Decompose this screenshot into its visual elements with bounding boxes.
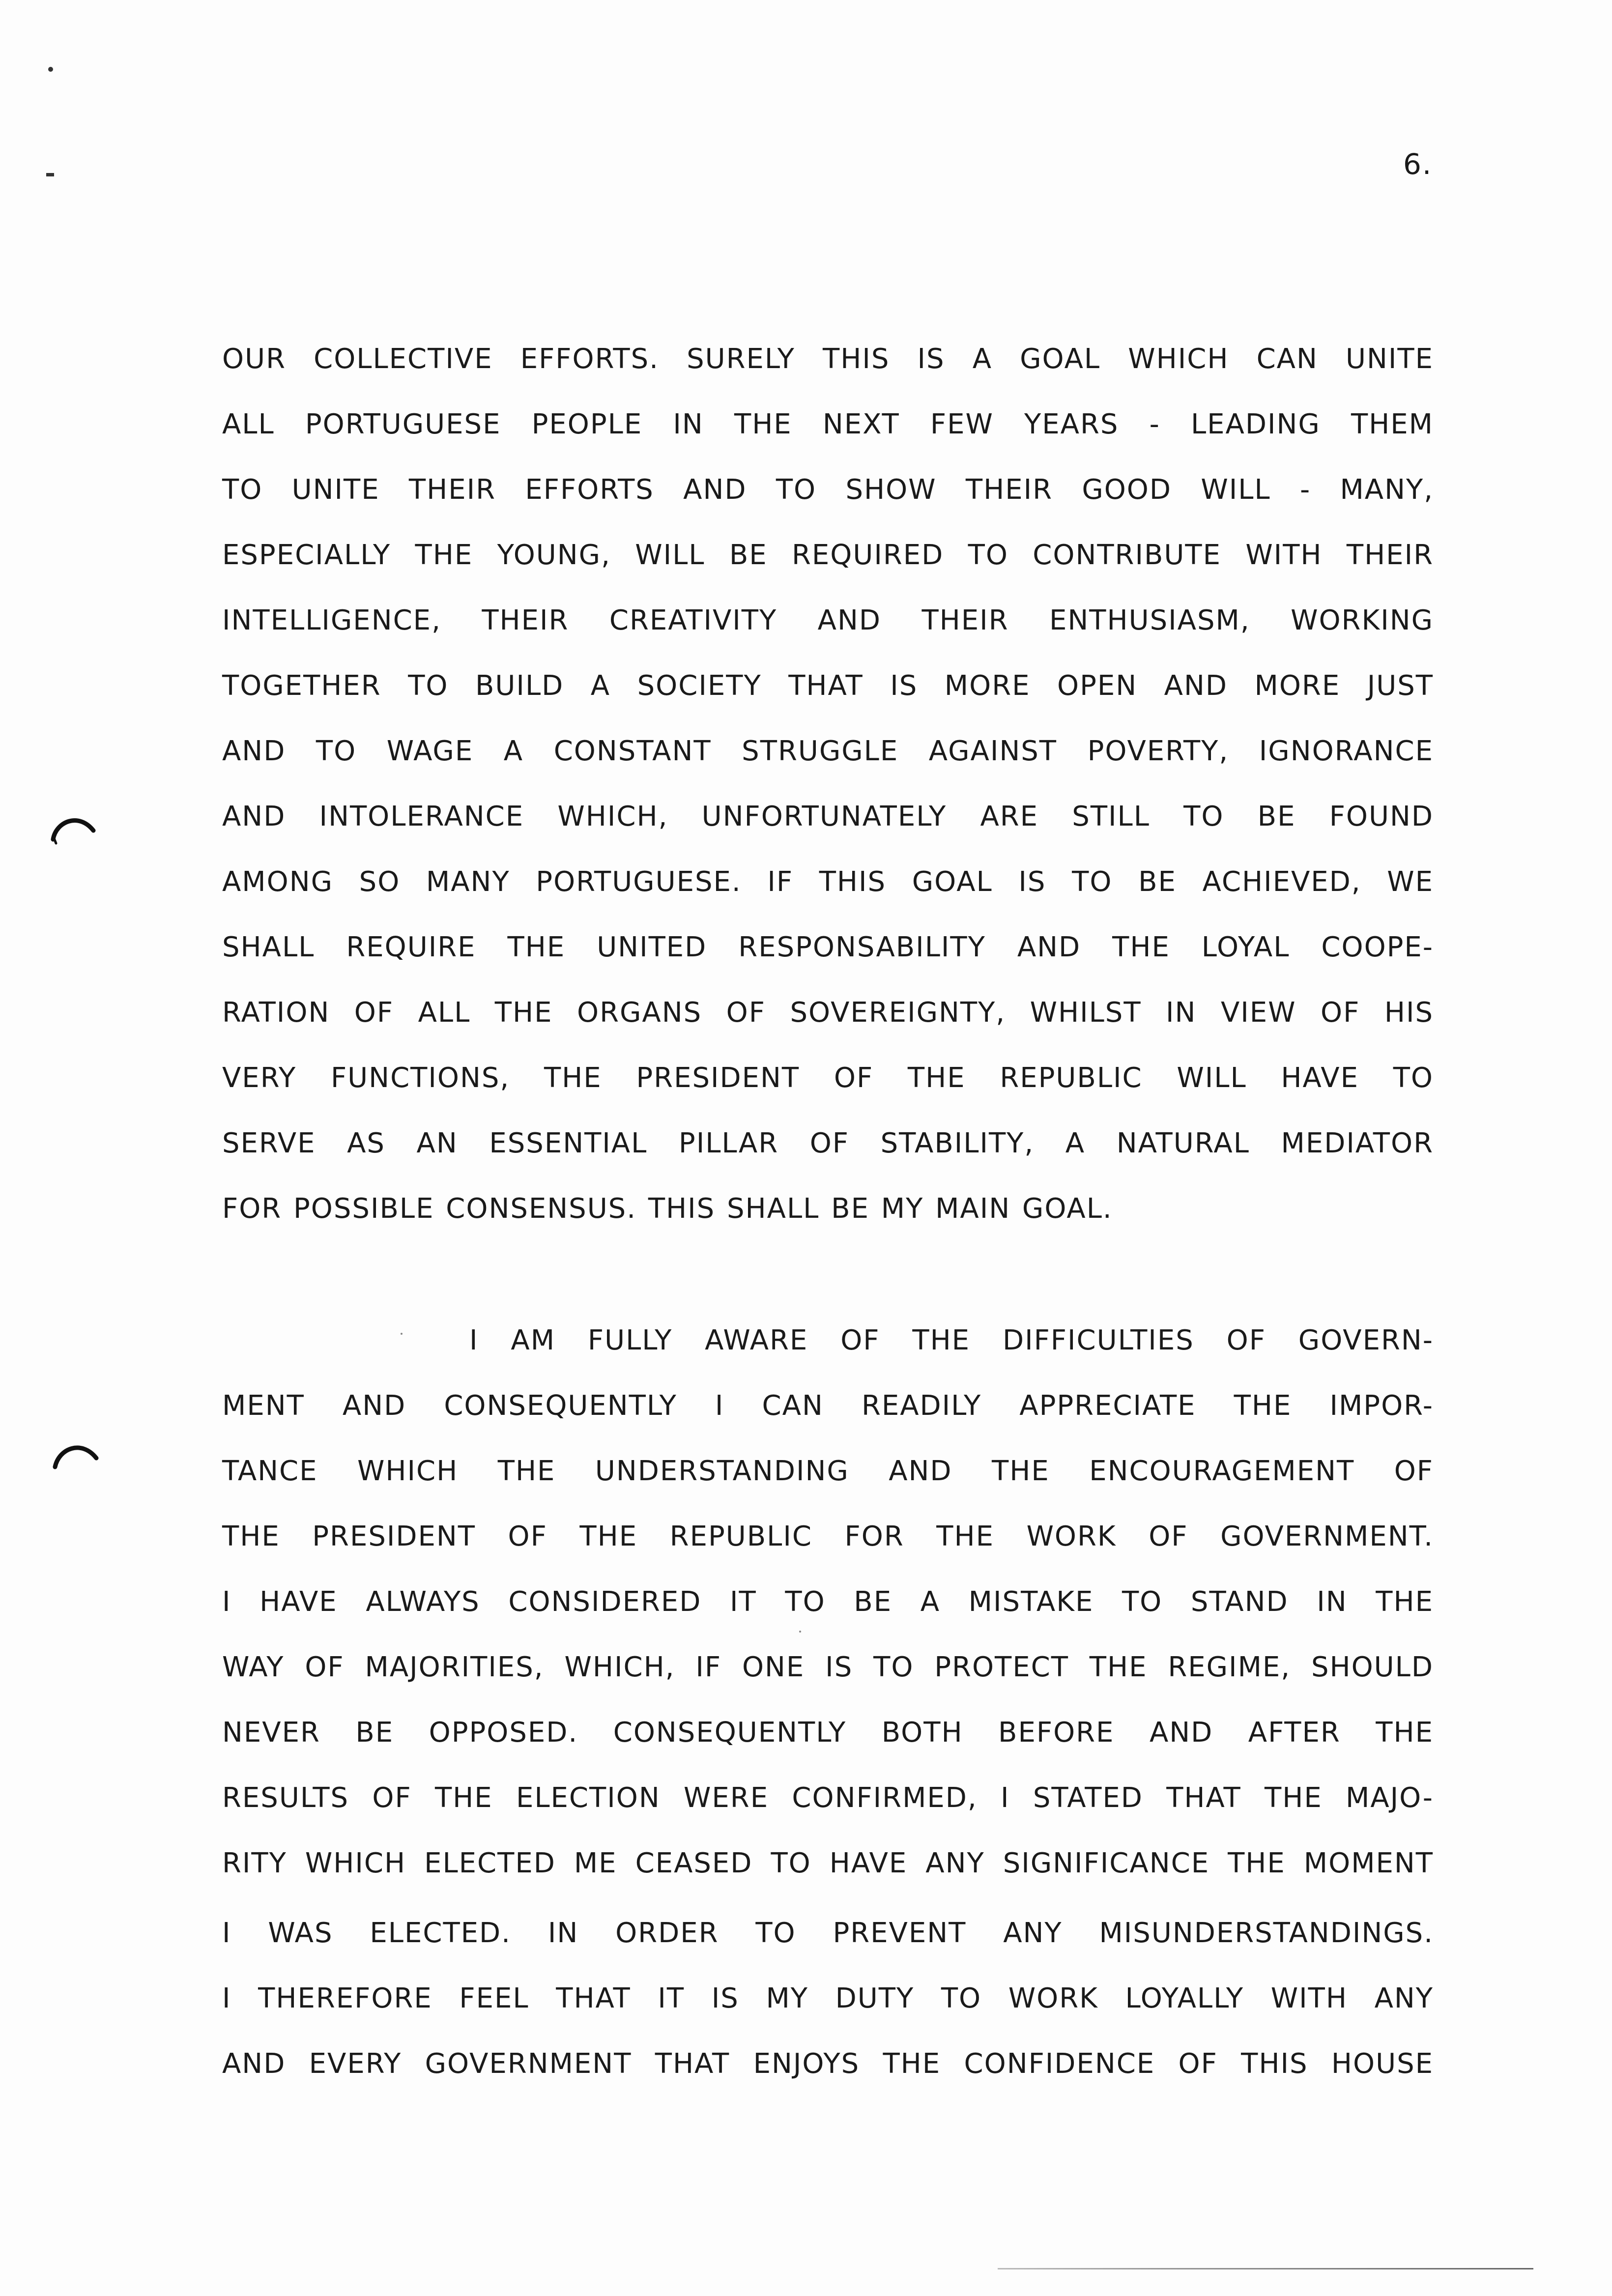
page-number: 6.: [1403, 147, 1433, 181]
text-line: TOGETHER TO BUILD A SOCIETY THAT IS MORE OPEN AND MORE JUST: [222, 670, 1434, 702]
text-line: MENT AND CONSEQUENTLY I CAN READILY APPRECIATE THE IMPOR-: [222, 1390, 1434, 1422]
text-line: RESULTS OF THE ELECTION WERE CONFIRMED, I STATED THAT THE MAJO-: [222, 1782, 1434, 1814]
text-line: THE PRESIDENT OF THE REPUBLIC FOR THE WORK OF GOVERNMENT.: [222, 1521, 1434, 1552]
text-line: TO UNITE THEIR EFFORTS AND TO SHOW THEIR GOOD WILL - MANY,: [222, 474, 1434, 506]
text-line: RITY WHICH ELECTED ME CEASED TO HAVE ANY SIGNIFICANCE THE MOMENT: [222, 1847, 1434, 1879]
margin-dash-mark: [46, 173, 54, 176]
text-line: TANCE WHICH THE UNDERSTANDING AND THE ENCOURAGEMENT OF: [222, 1455, 1434, 1487]
punch-hole-mark-icon: [49, 811, 96, 845]
text-line: AND TO WAGE A CONSTANT STRUGGLE AGAINST POVERTY, IGNORANCE: [222, 735, 1434, 767]
text-line: I HAVE ALWAYS CONSIDERED IT TO BE A MISTAKE TO STAND IN THE: [222, 1586, 1434, 1618]
text-line: WAY OF MAJORITIES, WHICH, IF ONE IS TO PROTECT THE REGIME, SHOULD: [222, 1651, 1434, 1683]
text-line: OUR COLLECTIVE EFFORTS. SURELY THIS IS A GOAL WHICH CAN UNITE: [222, 343, 1434, 375]
text-line: ESPECIALLY THE YOUNG, WILL BE REQUIRED TO CONTRIBUTE WITH THEIR: [222, 539, 1434, 571]
text-line: I WAS ELECTED. IN ORDER TO PREVENT ANY MISUNDERSTANDINGS.: [222, 1917, 1434, 1949]
text-line: FOR POSSIBLE CONSENSUS. THIS SHALL BE MY MAIN GOAL.: [222, 1193, 1113, 1225]
text-line: AND EVERY GOVERNMENT THAT ENJOYS THE CONFIDENCE OF THIS HOUSE: [222, 2048, 1434, 2080]
margin-dot-mark: [48, 67, 53, 72]
text-line: AMONG SO MANY PORTUGUESE. IF THIS GOAL IS TO BE ACHIEVED, WE: [222, 866, 1434, 898]
punch-hole-mark-icon: [52, 1437, 99, 1472]
text-line: ALL PORTUGUESE PEOPLE IN THE NEXT FEW YEARS - LEADING THEM: [222, 408, 1434, 440]
scan-speck: [401, 1333, 403, 1335]
text-line: RATION OF ALL THE ORGANS OF SOVEREIGNTY, WHILST IN VIEW OF HIS: [222, 997, 1434, 1029]
text-line: I THEREFORE FEEL THAT IT IS MY DUTY TO WORK LOYALLY WITH ANY: [222, 1982, 1434, 2014]
bottom-edge-rule: [998, 2268, 1533, 2269]
text-line: NEVER BE OPPOSED. CONSEQUENTLY BOTH BEFORE AND AFTER THE: [222, 1717, 1434, 1749]
scan-speck: [799, 1631, 801, 1633]
text-line: AND INTOLERANCE WHICH, UNFORTUNATELY ARE STILL TO BE FOUND: [222, 801, 1434, 832]
text-line: I AM FULLY AWARE OF THE DIFFICULTIES OF GOVERN-: [469, 1324, 1434, 1356]
text-line: SHALL REQUIRE THE UNITED RESPONSABILITY AND THE LOYAL COOPE-: [222, 931, 1434, 963]
text-line: SERVE AS AN ESSENTIAL PILLAR OF STABILITY, A NATURAL MEDIATOR: [222, 1127, 1434, 1159]
text-line: VERY FUNCTIONS, THE PRESIDENT OF THE REPUBLIC WILL HAVE TO: [222, 1062, 1434, 1094]
text-line: INTELLIGENCE, THEIR CREATIVITY AND THEIR ENTHUSIASM, WORKING: [222, 604, 1434, 636]
